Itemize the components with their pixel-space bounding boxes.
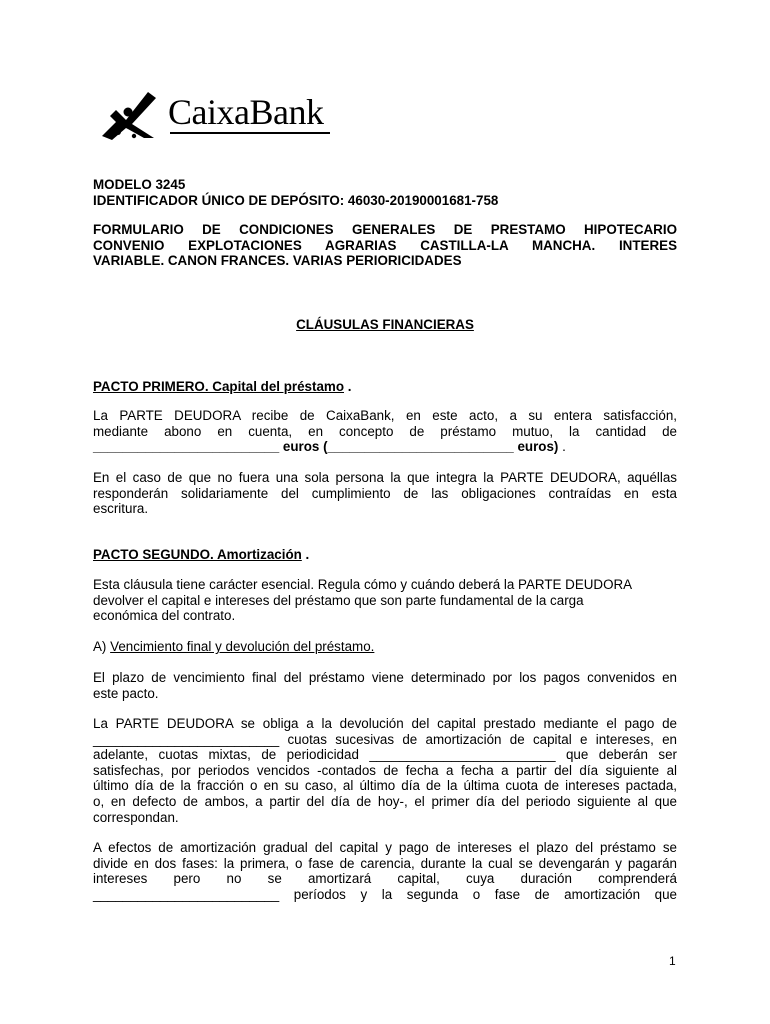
- pacto-segundo-paragraph-1: [93, 577, 677, 624]
- amount-line: [93, 439, 677, 455]
- pacto-segundo-paragraph-3: [93, 716, 677, 825]
- paragraph-line: escritura.: [93, 501, 149, 517]
- pacto-primero-heading: [93, 379, 677, 395]
- paragraph-line: _________________________ cuotas sucesivas de amortización de capital e intereses, en: [93, 731, 677, 747]
- caixabank-logo: [98, 92, 338, 140]
- paragraph-line: o, en defecto de ambos, a partir del día de hoy-, el primer día del periodo siguiente al que: [93, 793, 677, 809]
- paragraph-line: En el caso de que no fuera una sola persona la que integra la PARTE DEUDORA, aquéllas: [93, 470, 677, 485]
- pacto-segundo-title: PACTO SEGUNDO. Amortización: [93, 547, 302, 562]
- amount-blank: _________________________ euros (_________________________ euros): [93, 439, 559, 455]
- pacto-segundo-paragraph-4: [93, 840, 677, 902]
- caixabank-star-icon: [98, 92, 162, 140]
- modelo-label: MODELO 3245: [93, 177, 186, 192]
- paragraph-line: A efectos de amortización gradual del capital y pago de intereses el plazo del préstamo se: [93, 840, 677, 855]
- paragraph-line: económica del contrato.: [93, 608, 236, 624]
- paragraph-line: correspondan.: [93, 809, 179, 825]
- deposit-identifier: IDENTIFICADOR ÚNICO DE DEPÓSITO: 46030-20190001681-758: [93, 192, 499, 208]
- form-title-line: VARIABLE. CANON FRANCES. VARIAS PERIORICIDADES: [93, 253, 462, 269]
- paragraph-line: devolver el capital e intereses del préstamo que son parte fundamental de la carga: [93, 592, 584, 608]
- paragraph-line: intereses pero no se amortizará capital, cuya duración comprenderá: [93, 871, 677, 887]
- amount-suffix: .: [558, 439, 566, 455]
- logo-wordmark: CaixaBank: [168, 92, 324, 132]
- paragraph-line: La PARTE DEUDORA recibe de CaixaBank, en este acto, a su entera satisfacción,: [93, 408, 677, 423]
- paragraph-line: _________________________ períodos y la segunda o fase de amortización que: [93, 886, 677, 902]
- pacto-segundo-heading: [93, 547, 677, 563]
- subsection-prefix: A): [93, 639, 111, 654]
- heading-suffix: .: [344, 379, 352, 394]
- paragraph-line: responderán solidariamente del cumplimiento de las obligaciones contraídas en esta: [93, 485, 677, 501]
- paragraph-line: El plazo de vencimiento final del préstamo viene determinado por los pagos convenidos en: [93, 670, 677, 685]
- page-number: 1: [669, 954, 676, 968]
- form-title-line: FORMULARIO DE CONDICIONES GENERALES DE PRESTAMO HIPOTECARIO: [93, 222, 677, 237]
- paragraph-line: satisfechas, por periodos vencidos -contados de fecha a fecha a partir del día siguiente al: [93, 762, 677, 778]
- document-header: [93, 177, 677, 208]
- heading-suffix: .: [301, 547, 310, 562]
- subsection-a: [93, 639, 677, 655]
- form-title: [93, 222, 677, 269]
- paragraph-line: este pacto.: [93, 685, 159, 701]
- pacto-primero-paragraph-2: [93, 470, 677, 517]
- paragraph-line: último día de la fracción o en su caso, al último día de la última cuota de intereses pactada,: [93, 778, 677, 794]
- pacto-segundo-paragraph-2: [93, 670, 677, 701]
- logo-underline: [170, 132, 330, 134]
- form-title-line: CONVENIO EXPLOTACIONES AGRARIAS CASTILLA-LA MANCHA. INTERES: [93, 237, 677, 253]
- paragraph-line: mediante abono en cuenta, en concepto de préstamo mutuo, la cantidad de: [93, 423, 677, 439]
- pacto-primero-title: PACTO PRIMERO. Capital del préstamo: [93, 379, 344, 394]
- paragraph-line: La PARTE DEUDORA se obliga a la devolución del capital prestado mediante el pago de: [93, 716, 677, 731]
- paragraph-line: divide en dos fases: la primera, o fase de carencia, durante la cual se devengarán y pagarán: [93, 855, 677, 871]
- paragraph-line: adelante, cuotas mixtas, de periodicidad _________________________ que deberán ser: [93, 747, 677, 763]
- subsection-title: Vencimiento final y devolución del préstamo.: [110, 639, 375, 654]
- section-title: CLÁUSULAS FINANCIERAS: [296, 317, 474, 332]
- paragraph-line: Esta cláusula tiene carácter esencial. Regula cómo y cuándo deberá la PARTE DEUDORA: [93, 577, 633, 592]
- pacto-primero-paragraph-1: [93, 408, 677, 455]
